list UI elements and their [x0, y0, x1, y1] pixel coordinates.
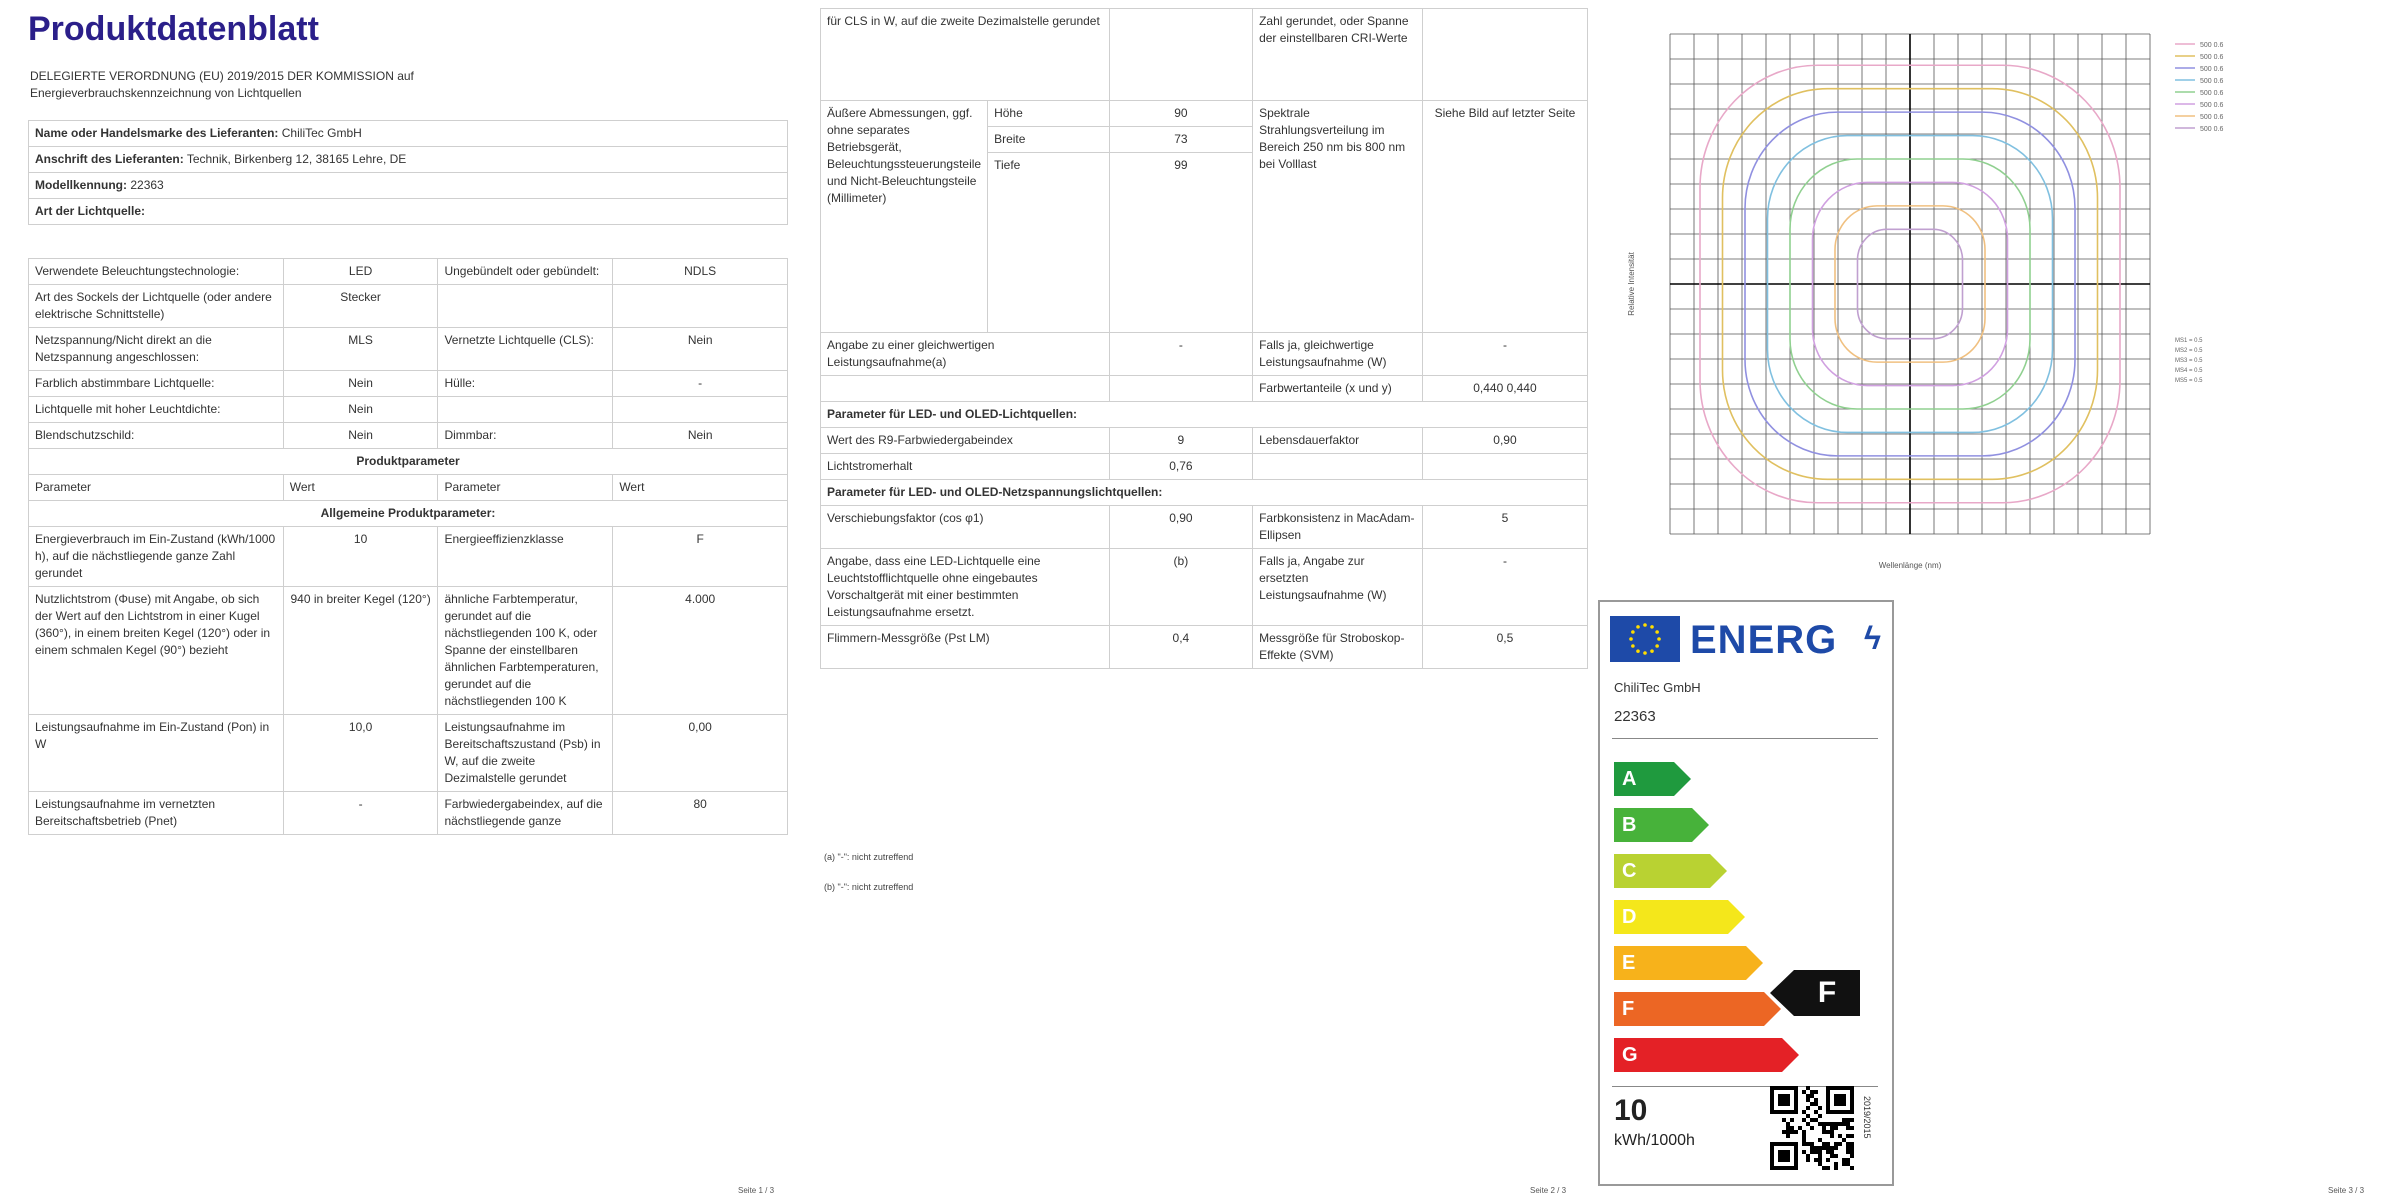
cell: Energieverbrauch im Ein-Zustand (kWh/1000 h), auf die nächstliegende ganze Zahl gerundet	[29, 527, 284, 587]
qr-module	[1802, 1138, 1806, 1142]
cell: 0,00	[613, 715, 788, 792]
star-icon	[1629, 637, 1633, 641]
cell	[438, 397, 613, 423]
cell: 0,90	[1422, 428, 1587, 454]
qr-module	[1850, 1146, 1854, 1150]
eu-stars	[1610, 616, 1680, 662]
qr-module	[1822, 1166, 1826, 1170]
cell: Leistungsaufnahme im Bereitschaftszustand (Psb) in W, auf die zweite Dezimalstelle gerundet	[438, 715, 613, 792]
subtitle-line-2: Energieverbrauchskennzeichnung von Lichtquellen	[30, 86, 302, 100]
qr-module	[1790, 1118, 1794, 1122]
cell: Falls ja, gleichwertige Leistungsaufnahme (W)	[1253, 333, 1423, 376]
cell: Blendschutzschild:	[29, 423, 284, 449]
cell: Ungebündelt oder gebündelt:	[438, 259, 613, 285]
qr-module	[1830, 1130, 1834, 1134]
cell: Farbwiedergabeindex, auf die nächstliegende ganze	[438, 792, 613, 835]
label-supplier: ChiliTec GmbH	[1614, 680, 1701, 695]
qr-module	[1834, 1162, 1838, 1166]
qr-module	[1822, 1126, 1826, 1130]
cell	[613, 285, 788, 328]
cell: Netzspannung/Nicht direkt an die Netzspannung angeschlossen:	[29, 328, 284, 371]
cell: Nein	[283, 397, 438, 423]
table-row	[821, 376, 1588, 402]
cell: F	[613, 527, 788, 587]
table-row	[821, 549, 1588, 626]
qr-module	[1802, 1134, 1806, 1138]
qr-module	[1846, 1118, 1850, 1122]
qr-module	[1846, 1134, 1850, 1138]
qr-module	[1826, 1158, 1830, 1162]
table-row	[821, 9, 1588, 101]
qr-module	[1818, 1158, 1822, 1162]
star-icon	[1643, 623, 1647, 627]
table-row	[821, 506, 1588, 549]
cell: Energieeffizienzklasse	[438, 527, 613, 587]
qr-module	[1822, 1122, 1826, 1126]
star-icon	[1636, 625, 1640, 629]
legend-label: 500 0.6	[2200, 42, 2224, 49]
cell: -	[1109, 333, 1252, 376]
table-row	[29, 328, 788, 371]
cell	[438, 285, 613, 328]
qr-module	[1806, 1122, 1810, 1126]
label-regulation-id: 2019/2015	[1862, 1096, 1872, 1139]
qr-module	[1850, 1142, 1854, 1146]
cell: Art des Sockels der Lichtquelle (oder andere elektrische Schnittstelle)	[29, 285, 284, 328]
legend-label: 500 0.6	[2200, 66, 2224, 73]
table-row	[821, 101, 1588, 127]
annotation: MS3 = 0.5	[2175, 358, 2203, 364]
label-header	[1610, 612, 1882, 664]
qr-module	[1806, 1086, 1810, 1090]
cell: ähnliche Farbtemperatur, gerundet auf die nächstliegenden 100 K, oder Spanne der einstellbaren ähnlichen Farbtemperaturen, gerundet auf die nächstliegenden 100 K	[438, 587, 613, 715]
cell	[1422, 454, 1587, 480]
cell	[1109, 376, 1252, 402]
divider	[1612, 738, 1878, 739]
annotation: MS1 = 0.5	[2175, 338, 2203, 344]
supplier-table	[28, 120, 788, 225]
cell: -	[283, 792, 438, 835]
qr-module	[1786, 1122, 1790, 1126]
cell: Flimmern-Messgröße (Pst LM)	[821, 626, 1110, 669]
qr-module	[1806, 1158, 1810, 1162]
qr-module	[1830, 1154, 1834, 1158]
cell: Verwendete Beleuchtungstechnologie:	[29, 259, 284, 285]
cell: Wert des R9-Farbwiedergabeindex	[821, 428, 1110, 454]
table-row	[29, 715, 788, 792]
qr-module	[1842, 1158, 1846, 1162]
legend-label: 500 0.6	[2200, 114, 2224, 121]
efficiency-class-e: E	[1614, 946, 1746, 980]
supplier-value: ChiliTec GmbH	[281, 126, 362, 140]
cell: Messgröße für Stroboskop-Effekte (SVM)	[1253, 626, 1423, 669]
qr-module	[1834, 1166, 1838, 1170]
table-row	[29, 587, 788, 715]
qr-module	[1818, 1162, 1822, 1166]
qr-module	[1838, 1122, 1842, 1126]
cell	[613, 397, 788, 423]
cell: Nein	[613, 328, 788, 371]
table-row	[821, 626, 1588, 669]
dim-value: 99	[1109, 153, 1252, 333]
label-model: 22363	[1614, 708, 1656, 725]
cell: Leistungsaufnahme im Ein-Zustand (Pon) in W	[29, 715, 284, 792]
col-header: Wert	[613, 475, 788, 501]
supplier-row	[29, 121, 788, 147]
legend-label: 500 0.6	[2200, 102, 2224, 109]
star-icon	[1655, 644, 1659, 648]
qr-module	[1790, 1126, 1794, 1130]
cell	[821, 376, 1110, 402]
qr-module	[1810, 1090, 1814, 1094]
qr-module	[1806, 1142, 1810, 1146]
table-row	[821, 428, 1588, 454]
led-section-heading: Parameter für LED- und OLED-Lichtquellen:	[821, 402, 1588, 428]
qr-module	[1850, 1134, 1854, 1138]
regulation-subtitle	[30, 68, 770, 102]
qr-module	[1814, 1118, 1818, 1122]
qr-module	[1818, 1154, 1822, 1158]
cell: 10,0	[283, 715, 438, 792]
address-label: Anschrift des Lieferanten:	[35, 152, 184, 166]
qr-module	[1782, 1130, 1786, 1134]
qr-module	[1842, 1162, 1846, 1166]
model-label: Modellkennung:	[35, 178, 127, 192]
star-icon	[1643, 651, 1647, 655]
address-row	[29, 147, 788, 173]
address-value: Technik, Birkenberg 12, 38165 Lehre, DE	[186, 152, 407, 166]
cell	[1109, 9, 1252, 101]
col-header: Wert	[283, 475, 438, 501]
qr-module	[1846, 1126, 1850, 1130]
model-row	[29, 173, 788, 199]
qr-module	[1842, 1138, 1846, 1142]
qr-module	[1802, 1090, 1806, 1094]
cell: 0,76	[1109, 454, 1252, 480]
qr-module	[1806, 1114, 1810, 1118]
table-row	[29, 397, 788, 423]
cell: 5	[1422, 506, 1587, 549]
cell	[1422, 9, 1587, 101]
qr-module	[1842, 1122, 1846, 1126]
cell: 0,440 0,440	[1422, 376, 1587, 402]
cell	[1253, 454, 1423, 480]
cell: Angabe, dass eine LED-Lichtquelle eine Leuchtstofflichtquelle ohne eingebautes Vorschaltgerät mit einer bestimmten Leistungsaufnahme ersetzt.	[821, 549, 1110, 626]
qr-module	[1810, 1146, 1814, 1150]
annotation: MS4 = 0.5	[2175, 368, 2203, 374]
qr-module	[1814, 1098, 1818, 1102]
table-row	[29, 371, 788, 397]
table-row	[29, 259, 788, 285]
cell: 940 in breiter Kegel (120°)	[283, 587, 438, 715]
cell: 0,5	[1422, 626, 1587, 669]
cell: 10	[283, 527, 438, 587]
cell: Lichtstromerhalt	[821, 454, 1110, 480]
star-icon	[1655, 630, 1659, 634]
star-icon	[1650, 625, 1654, 629]
qr-module	[1806, 1106, 1810, 1110]
page-title: Produktdatenblatt	[28, 10, 319, 48]
qr-finder	[1834, 1094, 1846, 1106]
mls-section-heading: Parameter für LED- und OLED-Netzspannungslichtquellen:	[821, 480, 1588, 506]
cell: 4.000	[613, 587, 788, 715]
cell: Lebensdauerfaktor	[1253, 428, 1423, 454]
qr-module	[1810, 1094, 1814, 1098]
kwh-value: 10	[1614, 1094, 1648, 1127]
star-icon	[1631, 630, 1635, 634]
page-number-1: Seite 1 / 3	[738, 1186, 775, 1195]
qr-module	[1822, 1130, 1826, 1134]
qr-module	[1846, 1150, 1850, 1154]
qr-module	[1814, 1146, 1818, 1150]
col-header: Parameter	[438, 475, 613, 501]
cell: (b)	[1109, 549, 1252, 626]
qr-module	[1806, 1154, 1810, 1158]
kwh-unit: kWh/1000h	[1614, 1132, 1695, 1149]
qr-module	[1826, 1166, 1830, 1170]
qr-module	[1850, 1126, 1854, 1130]
qr-module	[1822, 1142, 1826, 1146]
cell: 9	[1109, 428, 1252, 454]
qr-module	[1850, 1166, 1854, 1170]
qr-module	[1794, 1130, 1798, 1134]
cell: Lichtquelle mit hoher Leuchtdichte:	[29, 397, 284, 423]
qr-module	[1826, 1130, 1830, 1134]
qr-module	[1834, 1126, 1838, 1130]
table-row	[821, 333, 1588, 376]
cell: Vernetzte Lichtquelle (CLS):	[438, 328, 613, 371]
cell: Hülle:	[438, 371, 613, 397]
cell: für CLS in W, auf die zweite Dezimalstelle gerundet	[821, 9, 1110, 101]
table-row	[29, 792, 788, 835]
energy-label	[1598, 600, 1894, 1186]
table-row	[29, 423, 788, 449]
cell: Verschiebungsfaktor (cos φ1)	[821, 506, 1110, 549]
energy-text: ENERG	[1690, 618, 1838, 662]
cell: Falls ja, Angabe zur ersetzten Leistungsaufnahme (W)	[1253, 549, 1423, 626]
qr-module	[1806, 1098, 1810, 1102]
efficiency-class-f: F	[1614, 992, 1764, 1026]
spectral-value: Siehe Bild auf letzter Seite	[1422, 101, 1587, 333]
qr-module	[1786, 1126, 1790, 1130]
qr-module	[1802, 1142, 1806, 1146]
cell: Nein	[613, 423, 788, 449]
column-headers	[29, 475, 788, 501]
cell: 0,90	[1109, 506, 1252, 549]
annotation: MS5 = 0.5	[2175, 378, 2203, 384]
cell: Leistungsaufnahme im vernetzten Bereitschaftsbetrieb (Pnet)	[29, 792, 284, 835]
y-axis-label: Relative Intensität	[1627, 252, 1636, 316]
spectral-label: Spektrale Strahlungsverteilung im Bereich 250 nm bis 800 nm bei Volllast	[1253, 101, 1423, 333]
supplier-label: Name oder Handelsmarke des Lieferanten:	[35, 126, 279, 140]
eu-flag-icon	[1610, 616, 1680, 662]
qr-module	[1850, 1154, 1854, 1158]
col-header: Parameter	[29, 475, 284, 501]
legend-label: 500 0.6	[2200, 90, 2224, 97]
qr-module	[1802, 1130, 1806, 1134]
cell: 80	[613, 792, 788, 835]
cell: MLS	[283, 328, 438, 371]
qr-module	[1814, 1090, 1818, 1094]
cell: Dimmbar:	[438, 423, 613, 449]
qr-module	[1834, 1154, 1838, 1158]
cell: -	[1422, 333, 1587, 376]
footnote-b: (b) "-": nicht zutreffend	[824, 882, 914, 892]
star-icon	[1650, 649, 1654, 653]
qr-module	[1818, 1114, 1822, 1118]
qr-module	[1822, 1146, 1826, 1150]
qr-module	[1846, 1158, 1850, 1162]
qr-module	[1842, 1118, 1846, 1122]
qr-module	[1846, 1122, 1850, 1126]
qr-module	[1834, 1146, 1838, 1150]
qr-finder	[1778, 1150, 1790, 1162]
qr-module	[1846, 1146, 1850, 1150]
model-value: 22363	[130, 178, 164, 192]
table-row	[821, 454, 1588, 480]
qr-module	[1834, 1142, 1838, 1146]
qr-finder	[1778, 1094, 1790, 1106]
qr-module	[1846, 1142, 1850, 1146]
qr-module	[1814, 1102, 1818, 1106]
qr-module	[1830, 1150, 1834, 1154]
dim-name: Tiefe	[988, 153, 1110, 333]
efficiency-class-g: G	[1614, 1038, 1782, 1072]
qr-module	[1806, 1094, 1810, 1098]
qr-module	[1786, 1134, 1790, 1138]
cell: Nein	[283, 371, 438, 397]
efficiency-class-d: D	[1614, 900, 1728, 934]
cell: Nutzlichtstrom (Φuse) mit Angabe, ob sich der Wert auf den Lichtstrom in einer Kugel (360°), in einem breiten Kegel (120°) oder in einem schmalen Kegel (90°) bezieht	[29, 587, 284, 715]
qr-module	[1826, 1142, 1830, 1146]
light-source-type-table	[28, 258, 788, 835]
qr-module	[1814, 1158, 1818, 1162]
legend-label: 500 0.6	[2200, 126, 2224, 133]
qr-module	[1850, 1118, 1854, 1122]
efficiency-class-b: B	[1614, 808, 1692, 842]
star-icon	[1636, 649, 1640, 653]
annotation: MS2 = 0.5	[2175, 348, 2203, 354]
cell: Farbkonsistenz in MacAdam-Ellipsen	[1253, 506, 1423, 549]
legend-label: 500 0.6	[2200, 78, 2224, 85]
qr-module	[1818, 1150, 1822, 1154]
qr-module	[1810, 1126, 1814, 1130]
qr-module	[1810, 1118, 1814, 1122]
current-class-marker: F	[1794, 970, 1860, 1016]
qr-module	[1830, 1134, 1834, 1138]
qr-module	[1814, 1110, 1818, 1114]
qr-module	[1818, 1106, 1822, 1110]
qr-module	[1802, 1110, 1806, 1114]
qr-module	[1818, 1122, 1822, 1126]
subtitle-line-1: DELEGIERTE VERORDNUNG (EU) 2019/2015 DER KOMMISSION auf	[30, 69, 414, 83]
dim-name: Breite	[988, 127, 1110, 153]
type-section-heading: Art der Lichtquelle:	[29, 199, 788, 225]
qr-module	[1826, 1122, 1830, 1126]
qr-module	[1830, 1146, 1834, 1150]
qr-module	[1810, 1142, 1814, 1146]
footnote-a: (a) "-": nicht zutreffend	[824, 852, 914, 862]
qr-module	[1790, 1130, 1794, 1134]
general-params-heading: Allgemeine Produktparameter:	[29, 501, 788, 527]
qr-module	[1802, 1150, 1806, 1154]
x-axis-label: Wellenlänge (nm)	[1878, 561, 1942, 570]
table-row	[29, 285, 788, 328]
qr-module	[1846, 1162, 1850, 1166]
cell: Zahl gerundet, oder Spanne der einstellbaren CRI-Werte	[1253, 9, 1423, 101]
cell: LED	[283, 259, 438, 285]
page-number-2: Seite 2 / 3	[1530, 1186, 1567, 1195]
qr-module	[1818, 1138, 1822, 1142]
dims-label: Äußere Abmessungen, ggf. ohne separates Betriebsgerät, Beleuchtungssteuerungsteile und Nicht-Beleuchtungsteile (Millimeter)	[821, 101, 988, 333]
table-row	[29, 527, 788, 587]
qr-module	[1830, 1126, 1834, 1130]
qr-module	[1814, 1150, 1818, 1154]
dim-value: 73	[1109, 127, 1252, 153]
cell: Farbwertanteile (x und y)	[1253, 376, 1423, 402]
cell: Farblich abstimmbare Lichtquelle:	[29, 371, 284, 397]
qr-module	[1834, 1122, 1838, 1126]
dim-name: Höhe	[988, 101, 1110, 127]
qr-module	[1810, 1102, 1814, 1106]
qr-module	[1850, 1150, 1854, 1154]
dim-value: 90	[1109, 101, 1252, 127]
middle-table	[820, 8, 1588, 669]
cell: Stecker	[283, 285, 438, 328]
spectral-chart	[1620, 22, 2360, 582]
qr-code-icon	[1770, 1086, 1854, 1170]
efficiency-class-a: A	[1614, 762, 1674, 796]
qr-module	[1838, 1134, 1842, 1138]
product-params-heading: Produktparameter	[29, 449, 788, 475]
qr-module	[1818, 1146, 1822, 1150]
qr-module	[1782, 1118, 1786, 1122]
cell: NDLS	[613, 259, 788, 285]
cell: 0,4	[1109, 626, 1252, 669]
lightning-icon: ϟ	[1864, 620, 1881, 656]
qr-module	[1830, 1122, 1834, 1126]
cell: -	[613, 371, 788, 397]
qr-module	[1826, 1150, 1830, 1154]
qr-module	[1786, 1130, 1790, 1134]
cell: Angabe zu einer gleichwertigen Leistungsaufnahme(a)	[821, 333, 1110, 376]
qr-module	[1798, 1126, 1802, 1130]
star-icon	[1631, 644, 1635, 648]
qr-module	[1802, 1118, 1806, 1122]
qr-module	[1810, 1150, 1814, 1154]
chart-svg	[1620, 22, 2360, 582]
star-icon	[1657, 637, 1661, 641]
cell: -	[1422, 549, 1587, 626]
qr-module	[1826, 1146, 1830, 1150]
qr-module	[1838, 1142, 1842, 1146]
efficiency-class-c: C	[1614, 854, 1710, 888]
cell: Nein	[283, 423, 438, 449]
page-number-3: Seite 3 / 3	[2328, 1186, 2365, 1195]
legend-label: 500 0.6	[2200, 54, 2224, 61]
